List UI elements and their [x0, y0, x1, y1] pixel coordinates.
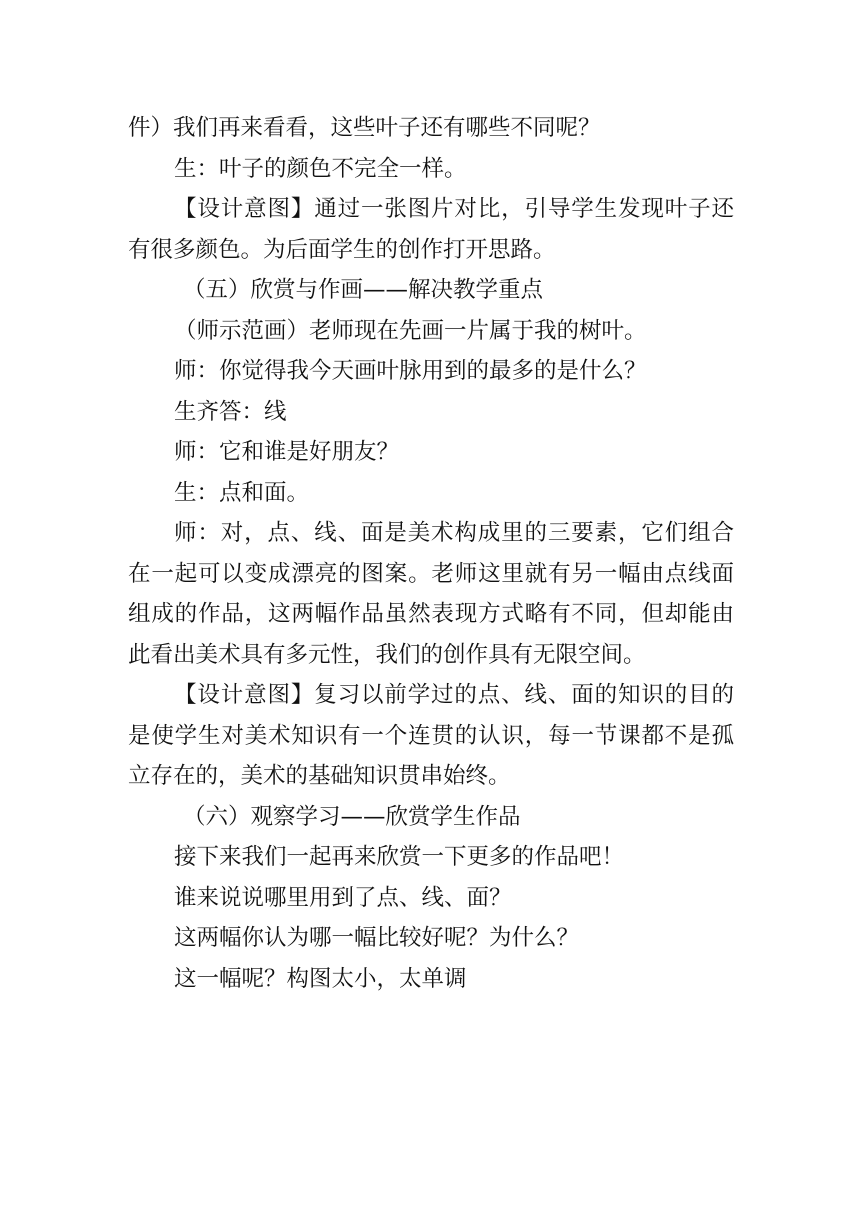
text-line-15: 【设计意图】复习以前学过的点、线、面的知识的目的 — [174, 682, 734, 708]
document-body — [128, 108, 734, 999]
text-line-4: 有很多颜色。为后面学生的创作打开思路。 — [128, 236, 556, 263]
text-line-16: 是使学生对美术知识有一个连贯的认识，每一节课都不是孤 — [128, 722, 734, 749]
text-line-21: 这两幅你认为哪一幅比较好呢？为什么？ — [174, 925, 580, 951]
text-line-10: 生：点和面。 — [174, 479, 310, 506]
text-line-7: 师：你觉得我今天画叶脉用到的最多的是什么？ — [174, 358, 647, 384]
section-heading-5: （五）欣赏与作画——解决教学重点 — [183, 277, 544, 303]
text-line-8: 生齐答：线 — [174, 398, 287, 425]
text-line-9: 师：它和谁是好朋友？ — [174, 439, 400, 465]
text-line-17: 立存在的，美术的基础知识贯串始终。 — [128, 763, 511, 789]
text-line-6: （师示范画）老师现在先画一片属于我的树叶。 — [174, 317, 647, 344]
text-line-22: 这一幅呢？构图太小，太单调 — [174, 965, 467, 992]
text-line-14: 此看出美术具有多元性，我们的创作具有无限空间。 — [128, 641, 646, 668]
text-line-19: 接下来我们一起再来欣赏一下更多的作品吧！ — [174, 844, 625, 870]
text-line-3: 【设计意图】通过一张图片对比，引导学生发现叶子还 — [174, 196, 734, 222]
text-line-13: 组成的作品，这两幅作品虽然表现方式略有不同，但却能由 — [128, 601, 734, 627]
text-line-12: 在一起可以变成漂亮的图案。老师这里就有另一幅由点线面 — [128, 560, 734, 587]
section-heading-6: （六）观察学习——欣赏学生作品 — [183, 803, 521, 830]
text-line-20: 谁来说说哪里用到了点、线、面？ — [174, 884, 512, 911]
text-line-2: 生：叶子的颜色不完全一样。 — [174, 155, 467, 182]
text-line-11: 师：对，点、线、面是美术构成里的三要素，它们组合 — [174, 520, 734, 546]
text-line-1: 件）我们再来看看，这些叶子还有哪些不同呢？ — [128, 115, 601, 141]
